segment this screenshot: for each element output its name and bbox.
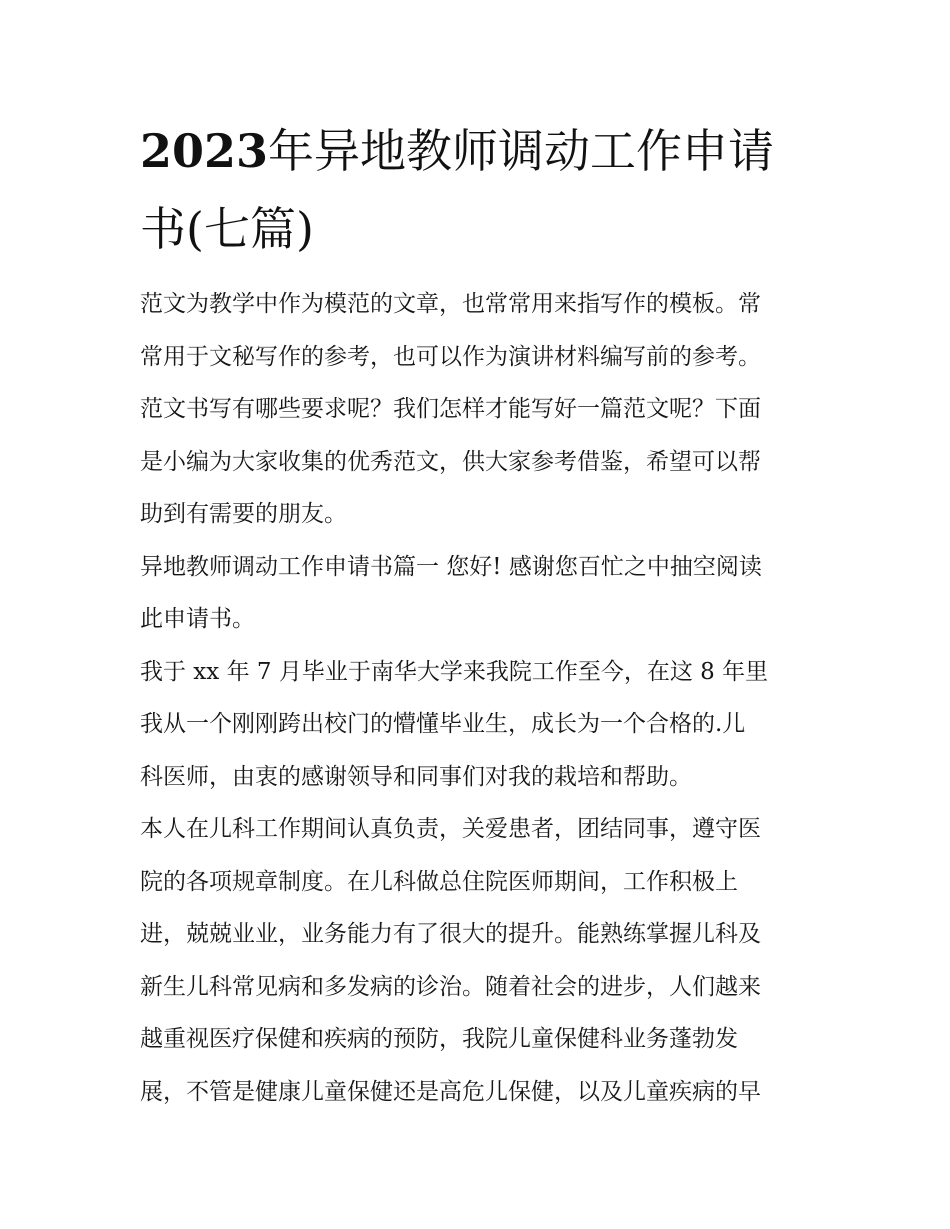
text-line: 本人在儿科工作期间认真负责，关爱患者，团结同事，遵守医 [140,816,761,842]
text-line: 院的各项规章制度。在儿科做总住院医师期间，工作积极上 [140,868,738,895]
text-line: 我于 xx 年 7 月毕业于南华大学来我院工作至今，在这 8 年里 [140,658,769,685]
text-line: 常用于文秘写作的参考，也可以作为演讲材料编写前的参考。 [140,343,761,370]
text-line: 助到有需要的朋友。 [140,501,347,527]
text-line: 是小编为大家收集的优秀范文，供大家参考借鉴，希望可以帮 [140,448,761,475]
background-paragraph [140,646,816,804]
text-line: 我从一个刚刚跨出校门的懵懂毕业生，成长为一个合格的.儿 [140,711,746,737]
text-line: 越重视医疗保健和疾病的预防，我院儿童保健科业务蓬勃发 [140,1026,738,1052]
title-line-2: 书(七篇) [140,202,314,256]
text-line: 新生儿科常见病和多发病的诊治。随着社会的进步，人们越来 [140,973,761,1000]
title-year: 2023 [140,124,269,178]
intro-paragraph [140,278,816,541]
text-line: 范文为教学中作为模范的文章，也常常用来指写作的模板。常 [140,291,761,317]
document-body [140,278,816,1118]
text-line: 此申请书。 [140,606,255,632]
text-line: 异地教师调动工作申请书篇一 您好! 感谢您百忙之中抽空阅读 [140,553,762,580]
text-line: 进，兢兢业业，业务能力有了很大的提升。能熟练掌握儿科及 [140,921,761,947]
greeting-paragraph [140,541,816,646]
title-line-1 [140,112,820,190]
work-paragraph [140,803,816,1118]
document-title [140,112,820,268]
title-line-1-text: 年异地教师调动工作申请 [268,124,775,178]
text-line: 展，不管是健康儿童保健还是高危儿保健，以及儿童疾病的早 [140,1078,761,1105]
text-line: 范文书写有哪些要求呢？我们怎样才能写好一篇范文呢？下面 [140,396,761,422]
text-line: 科医师，由衷的感谢领导和同事们对我的栽培和帮助。 [140,763,692,790]
